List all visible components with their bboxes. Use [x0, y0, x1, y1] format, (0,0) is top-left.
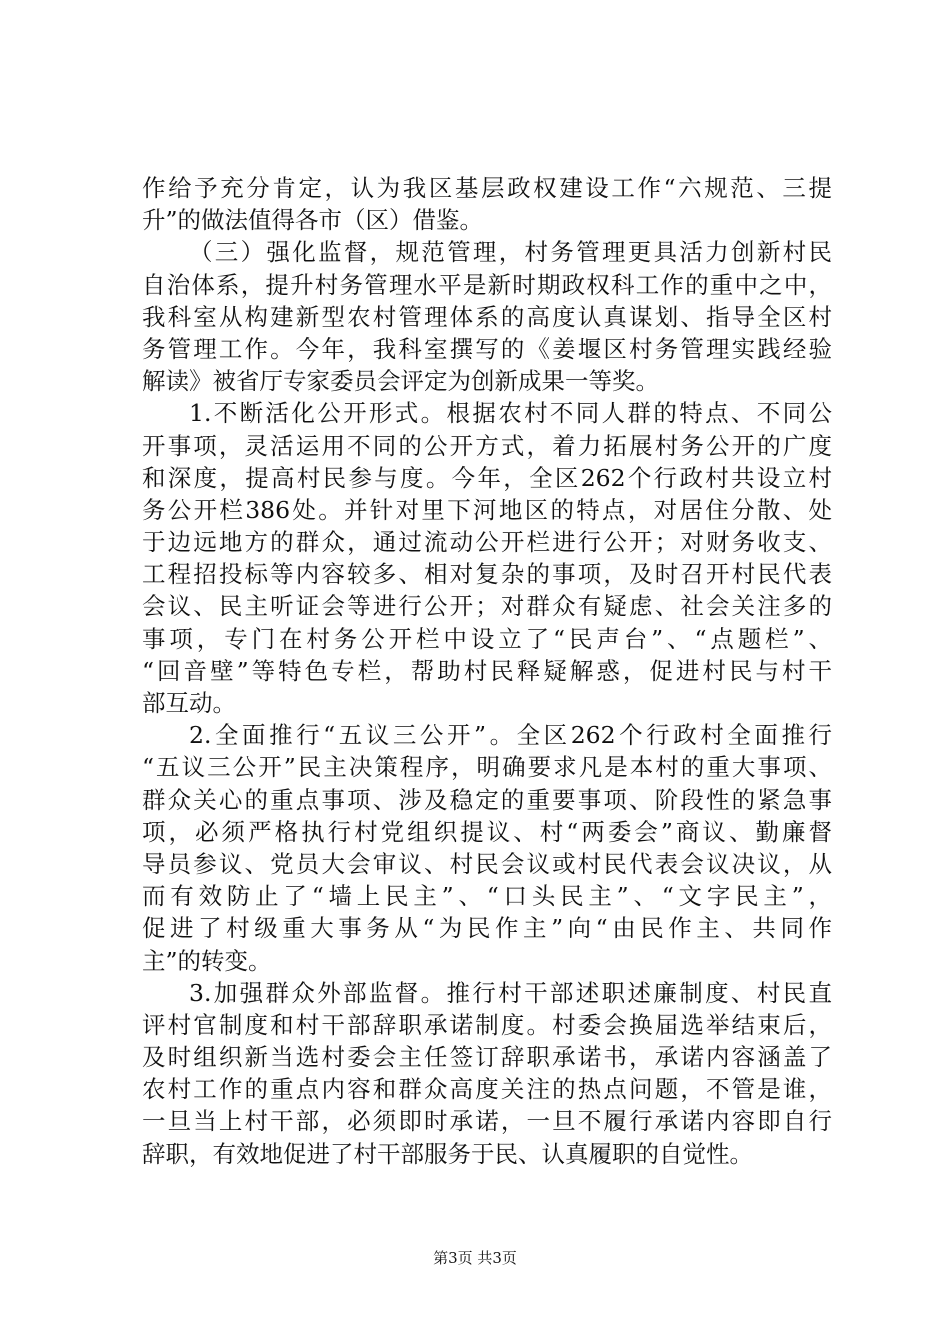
- text-line: 而有效防止了“墙上民主”、“口头民主”、“文字民主”，: [142, 882, 832, 911]
- text-line: 项，必须严格执行村党组织提议、村“两委会”商议、勤廉督: [142, 817, 832, 846]
- document-body: [142, 172, 832, 1170]
- text-line: 辞职，有效地促进了村干部服务于民、认真履职的自觉性。: [142, 1139, 753, 1168]
- paragraph-item-1: [142, 397, 832, 719]
- paragraph-item-2: [142, 719, 832, 977]
- text-line: 事项，专门在村务公开栏中设立了“民声台”、“点题栏”、: [142, 624, 832, 653]
- text-line: 作给予充分肯定，认为我区基层政权建设工作“六规范、三提: [142, 174, 832, 202]
- text-line: 开事项，灵活运用不同的公开方式，着力拓展村务公开的广度: [142, 431, 832, 460]
- text-line: 升”的做法值得各市（区）借鉴。: [142, 206, 484, 235]
- text-line: 部互动。: [142, 689, 236, 717]
- page-footer: [0, 1248, 950, 1268]
- text-line: （三）强化监督，规范管理，村务管理更具活力创新村民: [189, 238, 832, 267]
- text-line: 1.不断活化公开形式。根据农村不同人群的特点、不同公: [189, 399, 832, 428]
- text-line: 会议、民主听证会等进行公开；对群众有疑虑、社会关注多的: [142, 592, 832, 621]
- text-line: 主”的转变。: [142, 946, 272, 975]
- text-line: 一旦当上村干部，必须即时承诺，一旦不履行承诺内容即自行: [142, 1107, 832, 1136]
- text-line: 农村工作的重点内容和群众高度关注的热点问题，不管是谁，: [142, 1075, 832, 1104]
- text-line: “回音壁”等特色专栏，帮助村民释疑解惑，促进村民与村干: [142, 656, 832, 685]
- text-line: 3.加强群众外部监督。推行村干部述职述廉制度、村民直: [189, 978, 832, 1007]
- text-line: 及时组织新当选村委会主任签订辞职承诺书，承诺内容涵盖了: [142, 1043, 832, 1072]
- paragraph-item-3: [142, 977, 832, 1170]
- text-line: 评村官制度和村干部辞职承诺制度。村委会换届选举结束后，: [142, 1010, 832, 1039]
- text-line: 工程招投标等内容较多、相对复杂的事项，及时召开村民代表: [142, 560, 832, 589]
- text-line: 于边远地方的群众，通过流动公开栏进行公开；对财务收支、: [142, 528, 832, 557]
- text-line: 解读》被省厅专家委员会评定为创新成果一等奖。: [142, 367, 659, 396]
- text-line: 群众关心的重点事项、涉及稳定的重要事项、阶段性的紧急事: [142, 785, 832, 814]
- text-line: 和深度，提高村民参与度。今年，全区262个行政村共设立村: [142, 463, 832, 492]
- text-line: 我科室从构建新型农村管理体系的高度认真谋划、指导全区村: [142, 302, 832, 331]
- text-line: “五议三公开”民主决策程序，明确要求凡是本村的重大事项、: [142, 753, 832, 782]
- text-line: 2.全面推行“五议三公开”。全区262个行政村全面推行: [189, 721, 832, 750]
- text-line: 务公开栏386处。并针对里下河地区的特点，对居住分散、处: [142, 495, 832, 524]
- page-number-label: 第3页 共3页: [433, 1249, 517, 1267]
- paragraph-continuation: [142, 172, 832, 236]
- paragraph-section-3: [142, 236, 832, 397]
- text-line: 自治体系，提升村务管理水平是新时期政权科工作的重中之中，: [142, 270, 832, 299]
- text-line: 促进了村级重大事务从“为民作主”向“由民作主、共同作: [142, 914, 832, 943]
- text-line: 导员参议、党员大会审议、村民会议或村民代表会议决议，从: [142, 849, 832, 878]
- text-line: 务管理工作。今年，我科室撰写的《姜堰区村务管理实践经验: [142, 334, 832, 363]
